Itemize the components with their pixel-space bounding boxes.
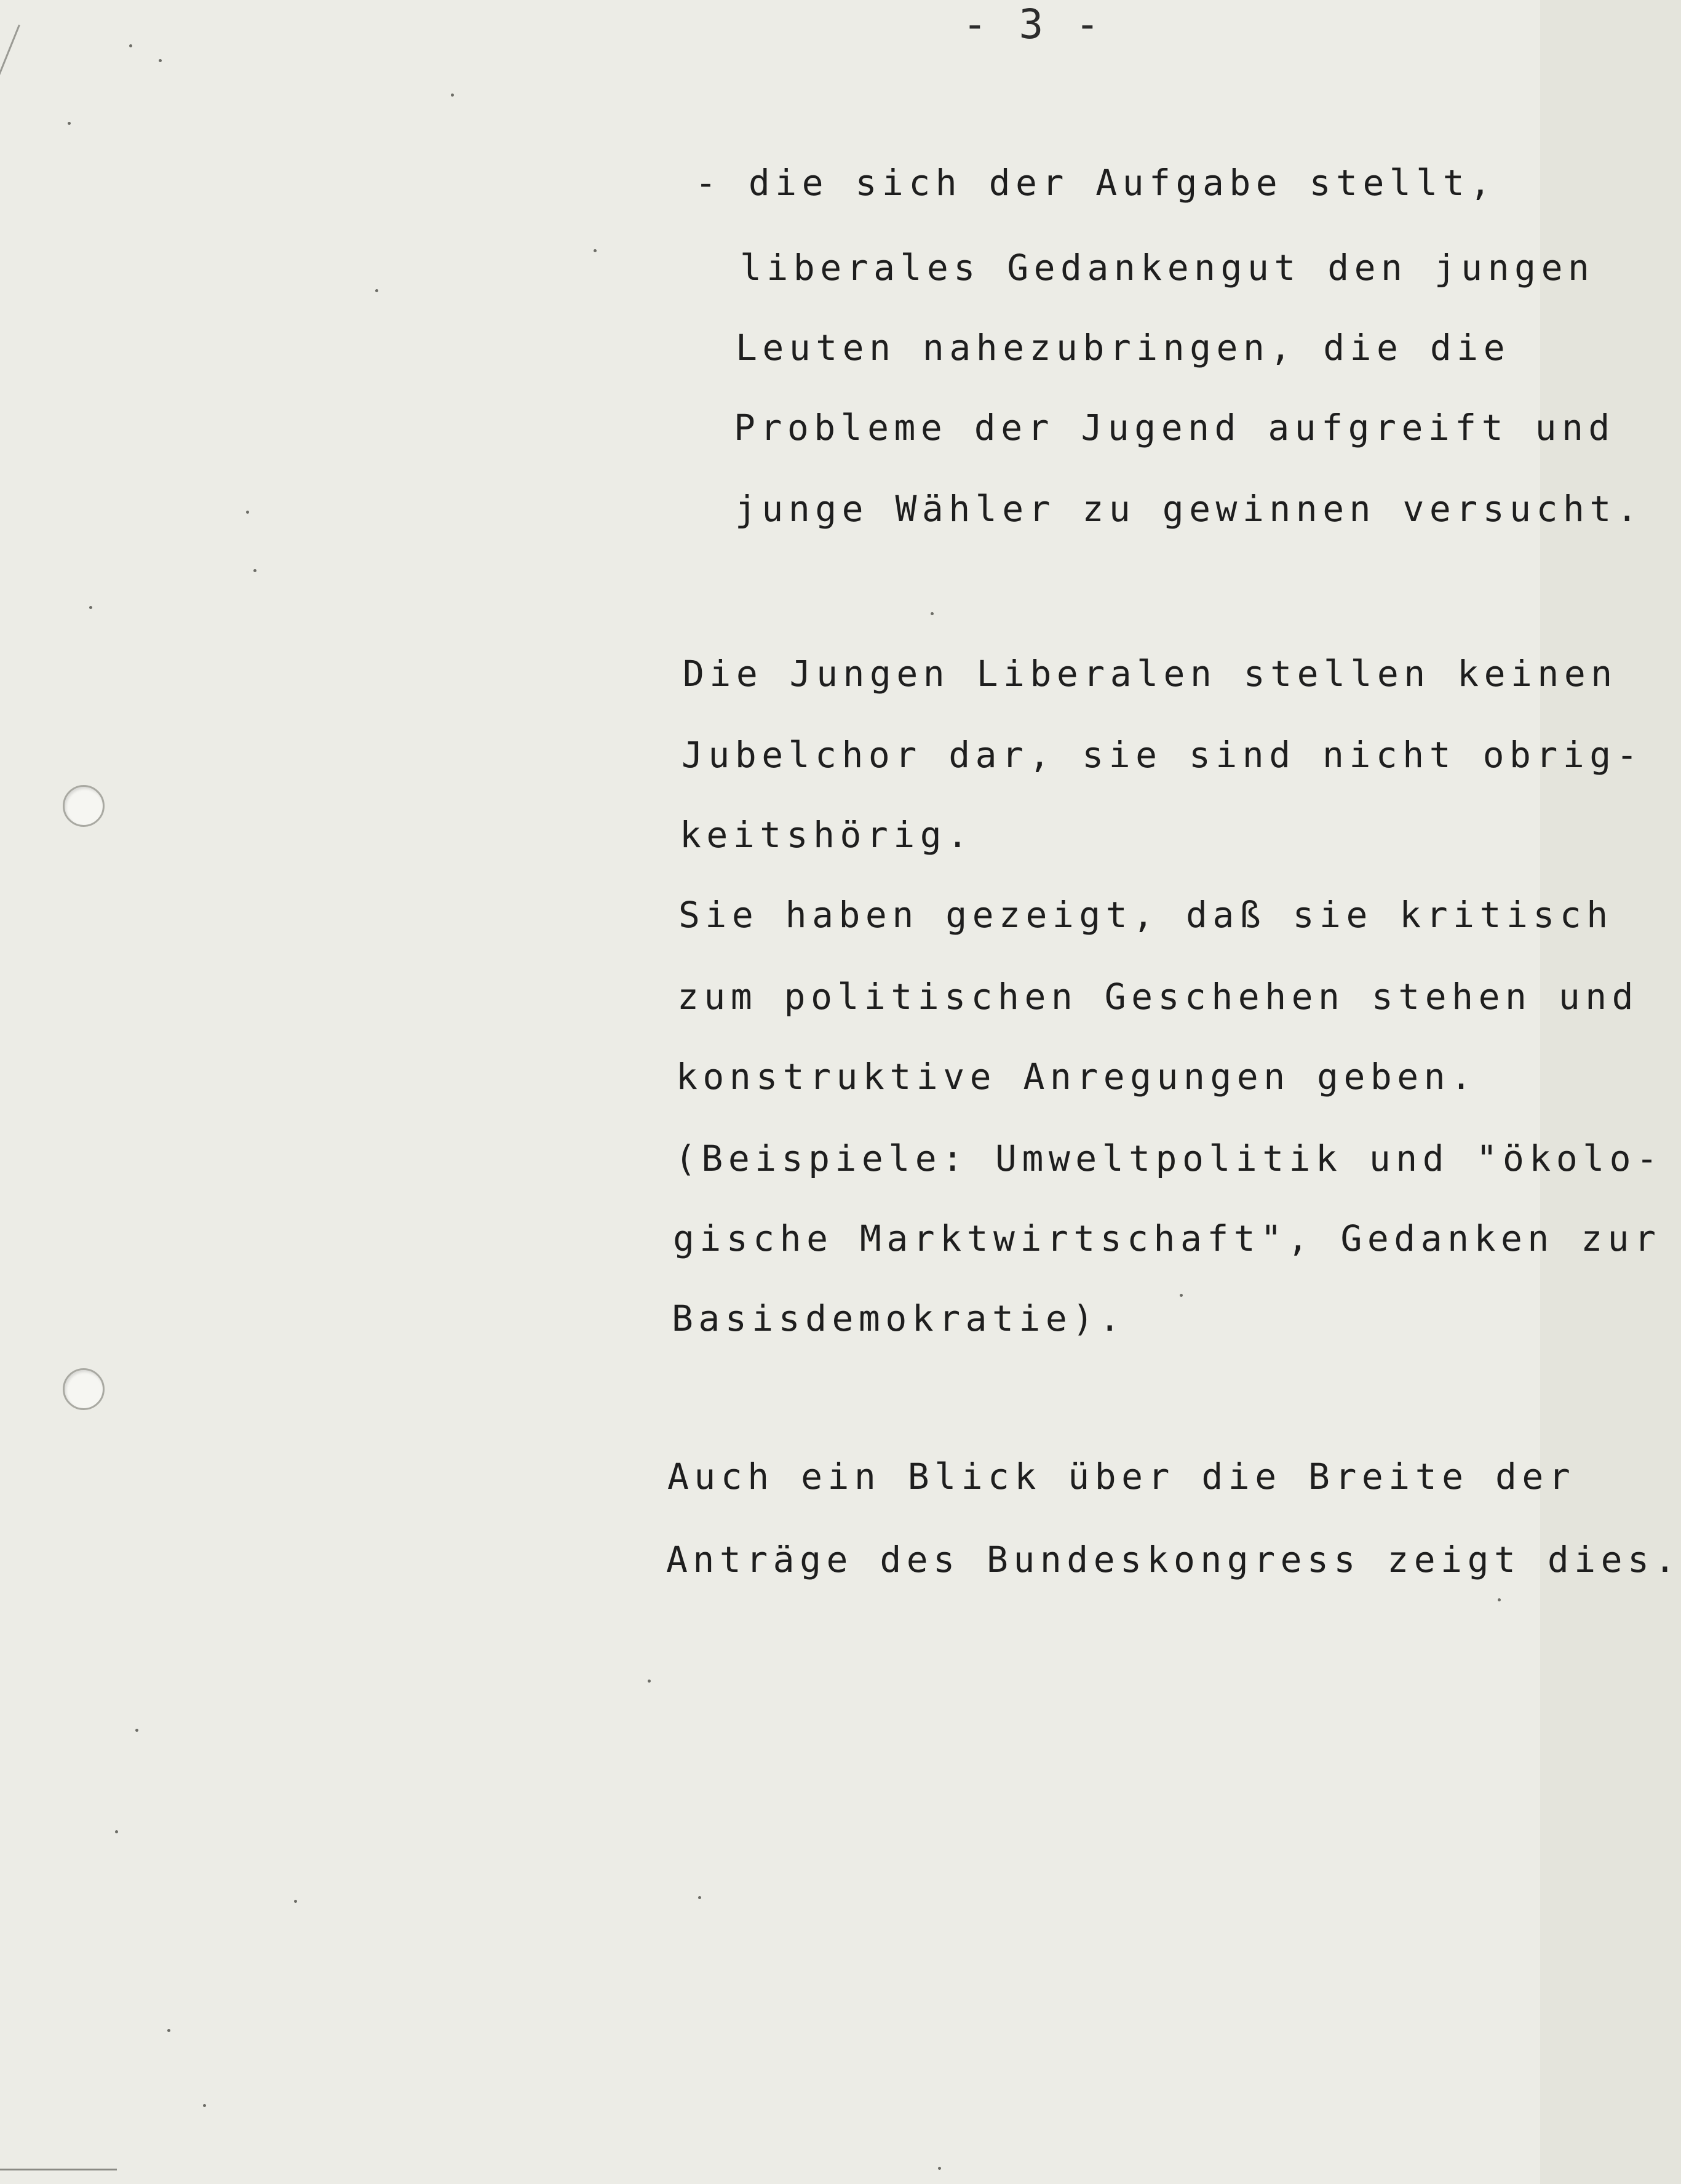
text-line: Jubelchor dar, sie sind nicht obrig- xyxy=(682,734,1643,776)
paper-speck xyxy=(1498,1598,1501,1601)
text-line: Auch ein Blick über die Breite der xyxy=(667,1456,1576,1497)
paper-speck xyxy=(938,2167,941,2170)
edge-mark xyxy=(0,2169,117,2170)
paper-speck xyxy=(246,511,249,514)
paper-speck xyxy=(115,1830,118,1833)
punch-hole xyxy=(63,1368,105,1410)
paper-speck xyxy=(159,59,162,62)
text-line: konstruktive Anregungen geben. xyxy=(676,1056,1477,1098)
text-line: (Beispiele: Umweltpolitik und "ökolo- xyxy=(675,1138,1663,1179)
text-line: Leuten nahezubringen, die die xyxy=(736,327,1511,369)
paper-speck xyxy=(167,2029,170,2032)
text-line: Die Jungen Liberalen stellen keinen xyxy=(683,653,1618,695)
paper-speck xyxy=(253,569,256,572)
paper-speck xyxy=(203,2104,206,2107)
text-line: zum politischen Geschehen stehen und xyxy=(677,976,1639,1018)
edge-mark xyxy=(0,25,20,94)
text-line: Probleme der Jugend aufgreift und xyxy=(734,407,1615,448)
paper-speck xyxy=(648,1680,651,1683)
text-line: keitshörig. xyxy=(680,814,974,856)
text-line: Sie haben gezeigt, daß sie kritisch xyxy=(678,894,1613,936)
paper-speck xyxy=(294,1900,297,1903)
text-line: Basisdemokratie). xyxy=(672,1297,1126,1339)
text-line: gische Marktwirtschaft", Gedanken zur xyxy=(673,1218,1661,1259)
paper-speck xyxy=(931,612,934,615)
paper-speck xyxy=(89,606,92,609)
paper-speck xyxy=(451,94,454,97)
paper-speck xyxy=(129,44,132,47)
text-line: Anträge des Bundeskongress zeigt dies. xyxy=(666,1539,1681,1580)
paper-speck xyxy=(698,1896,701,1899)
text-line: junge Wähler zu gewinnen versucht. xyxy=(735,488,1643,530)
paper-speck xyxy=(135,1729,138,1732)
paper-speck xyxy=(68,122,71,125)
paper-speck xyxy=(594,249,597,252)
paper-speck xyxy=(1180,1294,1183,1297)
punch-hole xyxy=(63,785,105,827)
text-line: liberales Gedankengut den jungen xyxy=(740,247,1595,289)
text-line: - die sich der Aufgabe stellt, xyxy=(695,162,1496,204)
paper-speck xyxy=(375,289,378,292)
page-number: - 3 - xyxy=(963,1,1103,48)
